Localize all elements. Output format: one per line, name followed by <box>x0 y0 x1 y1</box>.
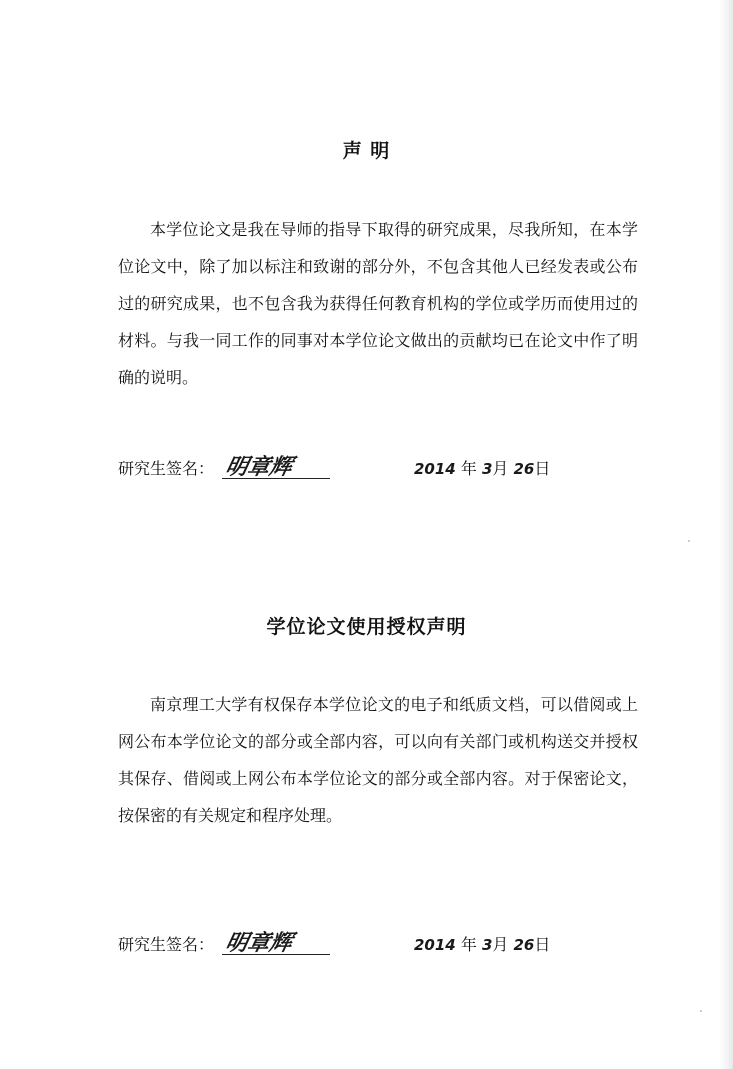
signature-date <box>414 456 550 479</box>
date-year-unit: 年 <box>460 459 477 478</box>
declaration-title: 声 明 <box>342 140 391 162</box>
handwritten-signature: 明章辉 <box>222 931 295 956</box>
authorization-signature-row <box>118 928 638 958</box>
declaration-signature-row <box>118 452 638 482</box>
date-year: 2014 <box>414 460 456 478</box>
signature-date <box>414 932 550 955</box>
date-year: 2014 <box>414 936 456 954</box>
authorization-title: 学位论文使用授权声明 <box>266 616 467 638</box>
scan-speck <box>688 540 690 542</box>
declaration-paragraph: 本学位论文是我在导师的指导下取得的研究成果，尽我所知，在本学位论文中，除了加以标注和致谢的部分外，不包含其他人已经发表或公布过的研究成果，也不包含我为获得任何教育机构的学位或学历而使用过的材料。与我一同工作的同事对本学位论文做出的贡献均已在论文中作了明确的说明。 <box>118 220 638 387</box>
date-day-unit: 日 <box>534 459 551 478</box>
date-day: 26 <box>513 936 535 954</box>
date-day-unit: 日 <box>534 935 551 954</box>
authorization-paragraph: 南京理工大学有权保存本学位论文的电子和纸质文档，可以借阅或上网公布本学位论文的部分或全部内容，可以向有关部门或机构送交并授权其保存、借阅或上网公布本学位论文的部分或全部内容。对于保密论文，按保密的有关规定和程序处理。 <box>118 695 638 825</box>
date-day: 26 <box>513 460 535 478</box>
signature-label: 研究生签名： <box>118 459 215 478</box>
date-year-unit: 年 <box>460 935 477 954</box>
signature-label: 研究生签名： <box>118 935 215 954</box>
date-month: 3 <box>481 460 493 478</box>
handwritten-signature: 明章辉 <box>222 455 295 480</box>
scan-speck <box>700 1010 702 1012</box>
date-month-unit: 月 <box>492 459 509 478</box>
date-month-unit: 月 <box>492 935 509 954</box>
date-month: 3 <box>481 936 493 954</box>
